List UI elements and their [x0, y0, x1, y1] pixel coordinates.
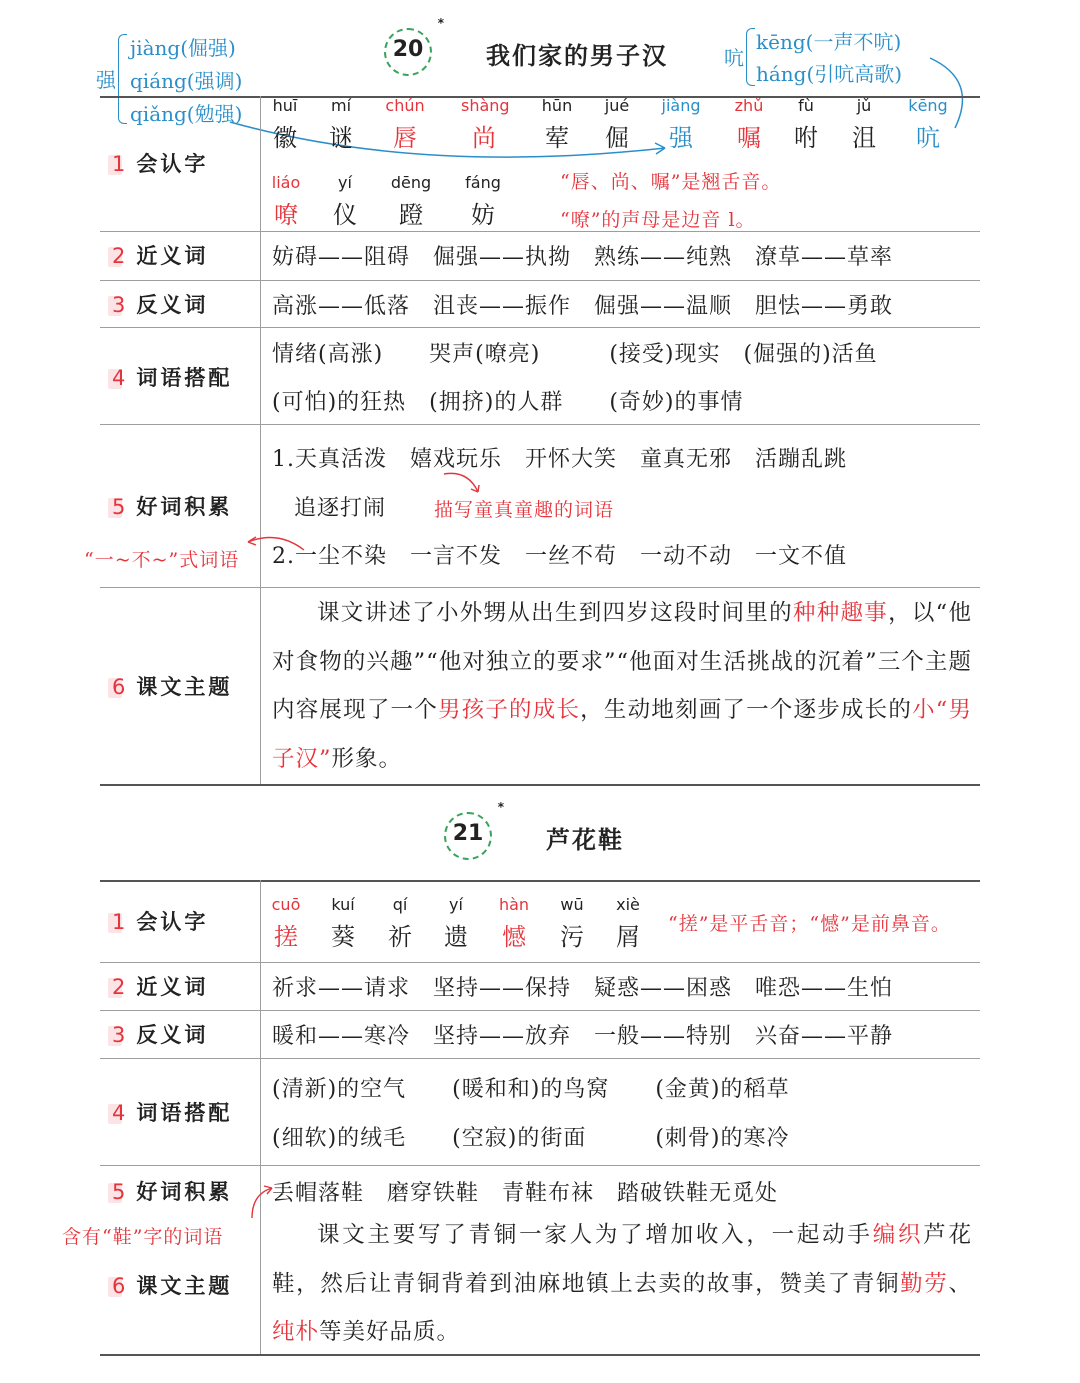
hanzi: 遗	[444, 923, 468, 951]
section-number: 3	[112, 1023, 129, 1047]
pinyin: jué	[604, 96, 630, 115]
table-bottom-rule	[100, 784, 980, 786]
section-label-5	[112, 491, 232, 521]
pinyin: yí	[449, 895, 463, 914]
annotation-arrow-childlike	[440, 468, 500, 498]
row-rule	[100, 1058, 980, 1059]
hanzi: 沮	[852, 124, 876, 152]
collocation-line-1: 情绪(高涨) 哭声(嘹亮) (接受)现实 (倔强的)活鱼	[272, 342, 878, 367]
pinyin: huī	[272, 96, 298, 115]
theme-text: 、	[948, 1270, 972, 1297]
pinyin: cuō	[271, 895, 301, 914]
section-number: 1	[112, 910, 129, 934]
theme-text: 课文讲述了小外甥从出生到四岁这段时间里的	[317, 600, 793, 626]
hanzi: 葵	[331, 923, 355, 951]
character-cell	[388, 173, 434, 230]
character-cell	[263, 895, 309, 952]
hanzi: 咐	[794, 124, 818, 152]
hanzi: 搓	[274, 923, 298, 951]
theme-highlight: 种种趣事	[792, 600, 889, 626]
theme-text: 课文主要写了青铜一家人为了增加收入，一起动手	[317, 1222, 873, 1248]
character-cell	[460, 173, 506, 230]
pinyin: kēng	[908, 96, 948, 115]
pinyin: mí	[330, 96, 352, 115]
section-title: 课文主题	[136, 675, 233, 699]
lesson-title: 芦花鞋	[546, 826, 624, 854]
section-title: 词语搭配	[136, 366, 233, 390]
row-rule	[100, 327, 980, 328]
pinyin: jǔ	[856, 96, 872, 115]
row-rule	[100, 587, 980, 588]
character-cell	[433, 895, 479, 952]
pinyin: qí	[392, 895, 408, 914]
character-cell	[322, 173, 368, 230]
character-cell	[461, 96, 510, 153]
character-cell	[905, 96, 951, 153]
pinyin: hàn	[498, 895, 530, 914]
pinyin: liáo	[271, 173, 301, 192]
hanzi: 嘱	[737, 124, 761, 152]
pinyin: fù	[798, 96, 814, 115]
section-label-2	[112, 971, 208, 1001]
section-title: 反义词	[136, 1023, 209, 1047]
section-label-1	[112, 906, 208, 936]
antonyms-text: 暖和——寒冷 坚持——放弃 一般——特别 兴奋——平静	[272, 1024, 894, 1049]
pinyin: chún	[385, 96, 425, 115]
annotation-yi-bu-pattern: “一~不~”式词语	[84, 549, 240, 571]
keng-reading-1: kēng(一声不吭)	[756, 30, 902, 54]
annotation-pronunciation: “搓”是平舌音；“憾”是前鼻音。	[668, 913, 951, 935]
theme-paragraph	[272, 589, 972, 783]
section-title: 近义词	[136, 975, 209, 999]
hanzi: 强	[669, 124, 693, 152]
section-title: 会认字	[136, 910, 209, 934]
hanzi: 屑	[616, 923, 640, 951]
row-rule	[100, 962, 980, 963]
pinyin: jiàng	[661, 96, 701, 115]
character-cell	[594, 96, 640, 153]
hanzi: 祈	[388, 923, 412, 951]
pinyin: hūn	[541, 96, 573, 115]
antonyms-text: 高涨——低落 沮丧——振作 倔强——温顺 胆怯——勇敢	[272, 294, 894, 319]
theme-highlight: 小“男子汉”	[272, 697, 972, 772]
row-rule	[100, 280, 980, 281]
section-label-4	[112, 1097, 232, 1127]
section-label-1	[112, 148, 208, 178]
hanzi: 尚	[472, 124, 496, 152]
character-cell	[491, 895, 537, 952]
section-title: 好词积累	[136, 495, 233, 519]
section-title: 反义词	[136, 293, 209, 317]
hanzi: 污	[560, 923, 584, 951]
section-label-2	[112, 240, 208, 270]
character-cell	[726, 96, 772, 153]
hanzi: 妨	[471, 201, 495, 229]
hanzi: 谜	[329, 124, 353, 152]
qiang-reading-1: jiàng(倔强)	[130, 36, 236, 60]
section-number: 4	[112, 1101, 129, 1125]
lesson-star: *	[497, 800, 504, 814]
hanzi: 荤	[545, 124, 569, 152]
character-cell	[320, 895, 366, 952]
section-label-4	[112, 362, 232, 392]
character-cell	[534, 96, 580, 153]
annotation-shoe-words: 含有“鞋”字的词语	[62, 1226, 224, 1248]
theme-text: ，以“他对食物的兴趣”“他对独立的要求”“他面对生活挑战的沉着”三个主题内容展现了一个	[272, 600, 972, 723]
character-cell	[841, 96, 887, 153]
character-cell	[605, 895, 651, 952]
hanzi: 仪	[333, 201, 357, 229]
theme-highlight: 男孩子的成长	[437, 697, 581, 723]
section-number: 5	[112, 1180, 129, 1204]
character-cell	[549, 895, 595, 952]
collocation-line-2: (可怕)的狂热 (拥挤)的人群 (奇妙)的事情	[272, 390, 744, 415]
character-cell	[382, 96, 428, 153]
section-number: 6	[112, 675, 129, 699]
qiang-reading-2: qiáng(强调)	[130, 69, 243, 93]
table-divider-20	[260, 96, 261, 784]
theme-highlight: 勤劳	[900, 1270, 949, 1297]
section-title: 词语搭配	[136, 1101, 233, 1125]
annotation-arrow-yi-bu	[238, 528, 318, 558]
polyphone-char-qiang: 强	[96, 68, 116, 92]
good-words-line-3: 2.一尘不染 一言不发 一丝不苟 一动不动 一文不值	[272, 544, 847, 569]
theme-text: 等美好品质。	[319, 1319, 461, 1345]
character-cell	[377, 895, 423, 952]
table-top-rule	[100, 880, 980, 882]
section-label-6	[112, 1270, 232, 1300]
section-label-6	[112, 671, 232, 701]
lesson-number: 21	[452, 821, 484, 846]
row-rule	[100, 231, 980, 232]
pinyin: kuí	[331, 895, 355, 914]
section-number: 3	[112, 293, 129, 317]
hanzi: 蹬	[399, 201, 423, 229]
section-label-3	[112, 1019, 208, 1049]
lesson-number-badge	[444, 800, 504, 860]
theme-text: 芦花鞋，然后让青铜背着到油麻地镇上去卖的故事，赞美了青铜	[272, 1222, 972, 1297]
pinyin: fáng	[465, 173, 501, 192]
pinyin: shàng	[461, 96, 510, 115]
pinyin: yí	[338, 173, 352, 192]
collocation-line-2: (细软)的绒毛 (空寂)的街面 (刺骨)的寒冷	[272, 1126, 790, 1151]
character-cell	[263, 173, 309, 230]
pinyin: xiè	[616, 895, 640, 914]
hanzi: 倔	[605, 124, 629, 152]
row-rule	[100, 424, 980, 425]
section-title: 好词积累	[136, 1180, 233, 1204]
section-number: 6	[112, 1274, 129, 1298]
theme-text: ，生动地刻画了一个逐步成长的	[580, 697, 913, 723]
collocation-line-1: (清新)的空气 (暖和和)的鸟窝 (金黄)的稻草	[272, 1077, 790, 1102]
annotation-childlike-words: 描写童真童趣的词语	[434, 499, 615, 521]
lesson-star: *	[437, 16, 444, 30]
annotation-lateral: “嘹”的声母是边音 l。	[560, 209, 756, 231]
hanzi: 嘹	[274, 201, 298, 229]
synonyms-text: 妨碍——阻碍 倔强——执拗 熟练——纯熟 潦草——草率	[272, 245, 894, 270]
pinyin: dēng	[390, 173, 432, 192]
row-rule	[100, 1010, 980, 1011]
character-cell	[262, 96, 308, 153]
section-number: 5	[112, 495, 129, 519]
good-words-line-1: 1.天真活泼 嬉戏玩乐 开怀大笑 童真无邪 活蹦乱跳	[272, 447, 847, 472]
good-words-line-2: 追逐打闹	[294, 496, 387, 521]
hanzi: 唇	[393, 124, 417, 152]
synonyms-text: 祈求——请求 坚持——保持 疑惑——困惑 唯恐——生怕	[272, 976, 894, 1001]
section-number: 4	[112, 366, 129, 390]
hanzi: 徽	[273, 124, 297, 152]
theme-highlight: 编织	[872, 1222, 924, 1248]
theme-paragraph	[272, 1211, 972, 1357]
table-bottom-rule	[100, 1354, 980, 1356]
section-title: 会认字	[136, 152, 209, 176]
section-title: 近义词	[136, 244, 209, 268]
qiang-reading-3: qiǎng(勉强)	[130, 102, 243, 126]
character-cell	[318, 96, 364, 153]
character-cell	[658, 96, 704, 153]
section-number: 2	[112, 244, 129, 268]
section-label-3	[112, 289, 208, 319]
section-label-5	[112, 1176, 232, 1206]
good-words-line-1: 丢帽落鞋 磨穿铁鞋 青鞋布袜 踏破铁鞋无觅处	[272, 1181, 779, 1206]
theme-text: 形象。	[331, 745, 403, 772]
hanzi: 憾	[502, 923, 526, 951]
section-number: 2	[112, 975, 129, 999]
theme-highlight: 纯朴	[272, 1319, 320, 1345]
polyphone-char-keng: 吭	[724, 46, 744, 70]
lesson-number: 20	[392, 37, 424, 62]
hanzi: 吭	[916, 124, 940, 152]
keng-reading-2: háng(引吭高歌)	[756, 62, 903, 86]
character-cell	[783, 96, 829, 153]
pinyin: zhǔ	[734, 96, 764, 115]
annotation-retroflex: “唇、尚、嘱”是翘舌音。	[560, 171, 782, 193]
section-number: 1	[112, 152, 129, 176]
lesson-title: 我们家的男子汉	[486, 42, 668, 70]
table-divider-21	[260, 880, 261, 1354]
row-rule	[100, 1165, 980, 1166]
pinyin: wū	[560, 895, 584, 914]
section-title: 课文主题	[136, 1274, 233, 1298]
